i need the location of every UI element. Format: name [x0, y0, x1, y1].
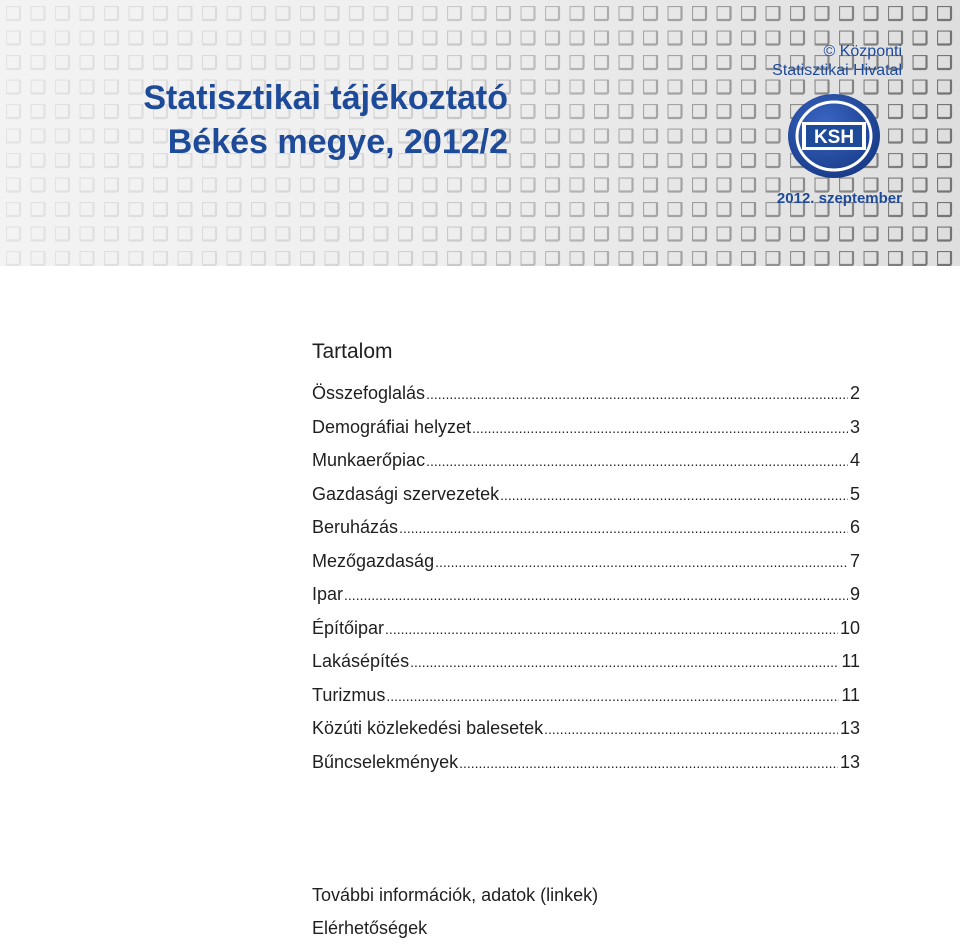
- toc-dot-leader: [472, 417, 848, 438]
- toc-dot-leader: [500, 484, 848, 505]
- svg-text:KSH: KSH: [813, 127, 855, 148]
- title-line-1: Statisztikai tájékoztató: [143, 79, 508, 117]
- document-title: [78, 76, 508, 164]
- publisher: [702, 42, 902, 80]
- header-banner: [0, 0, 960, 266]
- publication-date: 2012. szeptember: [776, 190, 902, 207]
- toc-heading: Tartalom: [312, 340, 393, 363]
- toc-dot-leader: [544, 718, 838, 739]
- toc-entry-label: Beruházás: [312, 517, 399, 537]
- toc-dot-leader: [410, 651, 839, 672]
- toc-entry-label: Lakásépítés: [312, 651, 410, 671]
- toc-dot-leader: [426, 383, 848, 404]
- toc-entry[interactable]: [312, 752, 860, 786]
- toc-entry-label: Bűncselekmények: [312, 751, 459, 772]
- publisher-line-1: © Központi: [823, 43, 902, 60]
- publisher-line-2: Statisztikai Hivatal: [772, 62, 902, 79]
- toc-entry[interactable]: [312, 383, 860, 417]
- toc-entry-label: Közúti közlekedési balesetek: [312, 718, 544, 738]
- toc-entry-label: Turizmus: [312, 684, 386, 705]
- toc-entry-label: Mezőgazdaság: [312, 550, 435, 571]
- toc-entry-page: 11: [841, 684, 860, 705]
- title-line-2: Békés megye, 2012/2: [167, 123, 508, 161]
- toc-entry[interactable]: [312, 450, 860, 484]
- toc-entry[interactable]: [312, 584, 860, 618]
- footer-links: [312, 885, 598, 951]
- toc-entry[interactable]: [312, 484, 860, 518]
- toc-entry-page: 3: [849, 416, 860, 437]
- toc-entry-page: 2: [849, 383, 860, 403]
- toc-entry-label: Gazdasági szervezetek: [312, 483, 500, 504]
- toc-dot-leader: [399, 517, 848, 538]
- toc-entry-page: 10: [839, 617, 860, 638]
- toc-dot-leader: [385, 618, 838, 639]
- toc-entry[interactable]: [312, 685, 860, 719]
- toc-entry-page: 4: [849, 450, 860, 470]
- toc-entry-page: 7: [849, 550, 860, 571]
- ksh-logo-icon: [786, 92, 882, 180]
- contacts-link[interactable]: Elérhetőségek: [312, 918, 428, 938]
- toc-entry-page: 11: [841, 651, 860, 671]
- toc-entry[interactable]: [312, 651, 860, 685]
- toc-entry-page: 5: [849, 483, 860, 504]
- toc-entry-label: Demográfiai helyzet: [312, 416, 472, 437]
- toc-entry-label: Építőipar: [312, 617, 385, 638]
- toc-dot-leader: [459, 752, 838, 773]
- toc-entry-page: 9: [849, 584, 860, 604]
- toc-entry[interactable]: [312, 718, 860, 752]
- more-info-link[interactable]: További információk, adatok (linkek): [312, 885, 599, 905]
- toc-dot-leader: [426, 450, 848, 471]
- toc-dot-leader: [386, 685, 839, 706]
- toc-entry-label: Ipar: [312, 584, 344, 604]
- toc-dot-leader: [435, 551, 848, 572]
- toc-entry[interactable]: [312, 417, 860, 451]
- toc-dot-leader: [344, 584, 848, 605]
- toc-entry-page: 13: [839, 751, 860, 772]
- toc-entry-page: 13: [839, 718, 860, 738]
- toc-entry[interactable]: [312, 551, 860, 585]
- table-of-contents: [312, 383, 860, 785]
- toc-entry-page: 6: [849, 517, 860, 537]
- toc-entry[interactable]: [312, 618, 860, 652]
- toc-entry-label: Munkaerőpiac: [312, 450, 426, 470]
- toc-entry-label: Összefoglalás: [312, 383, 426, 403]
- toc-entry[interactable]: [312, 517, 860, 551]
